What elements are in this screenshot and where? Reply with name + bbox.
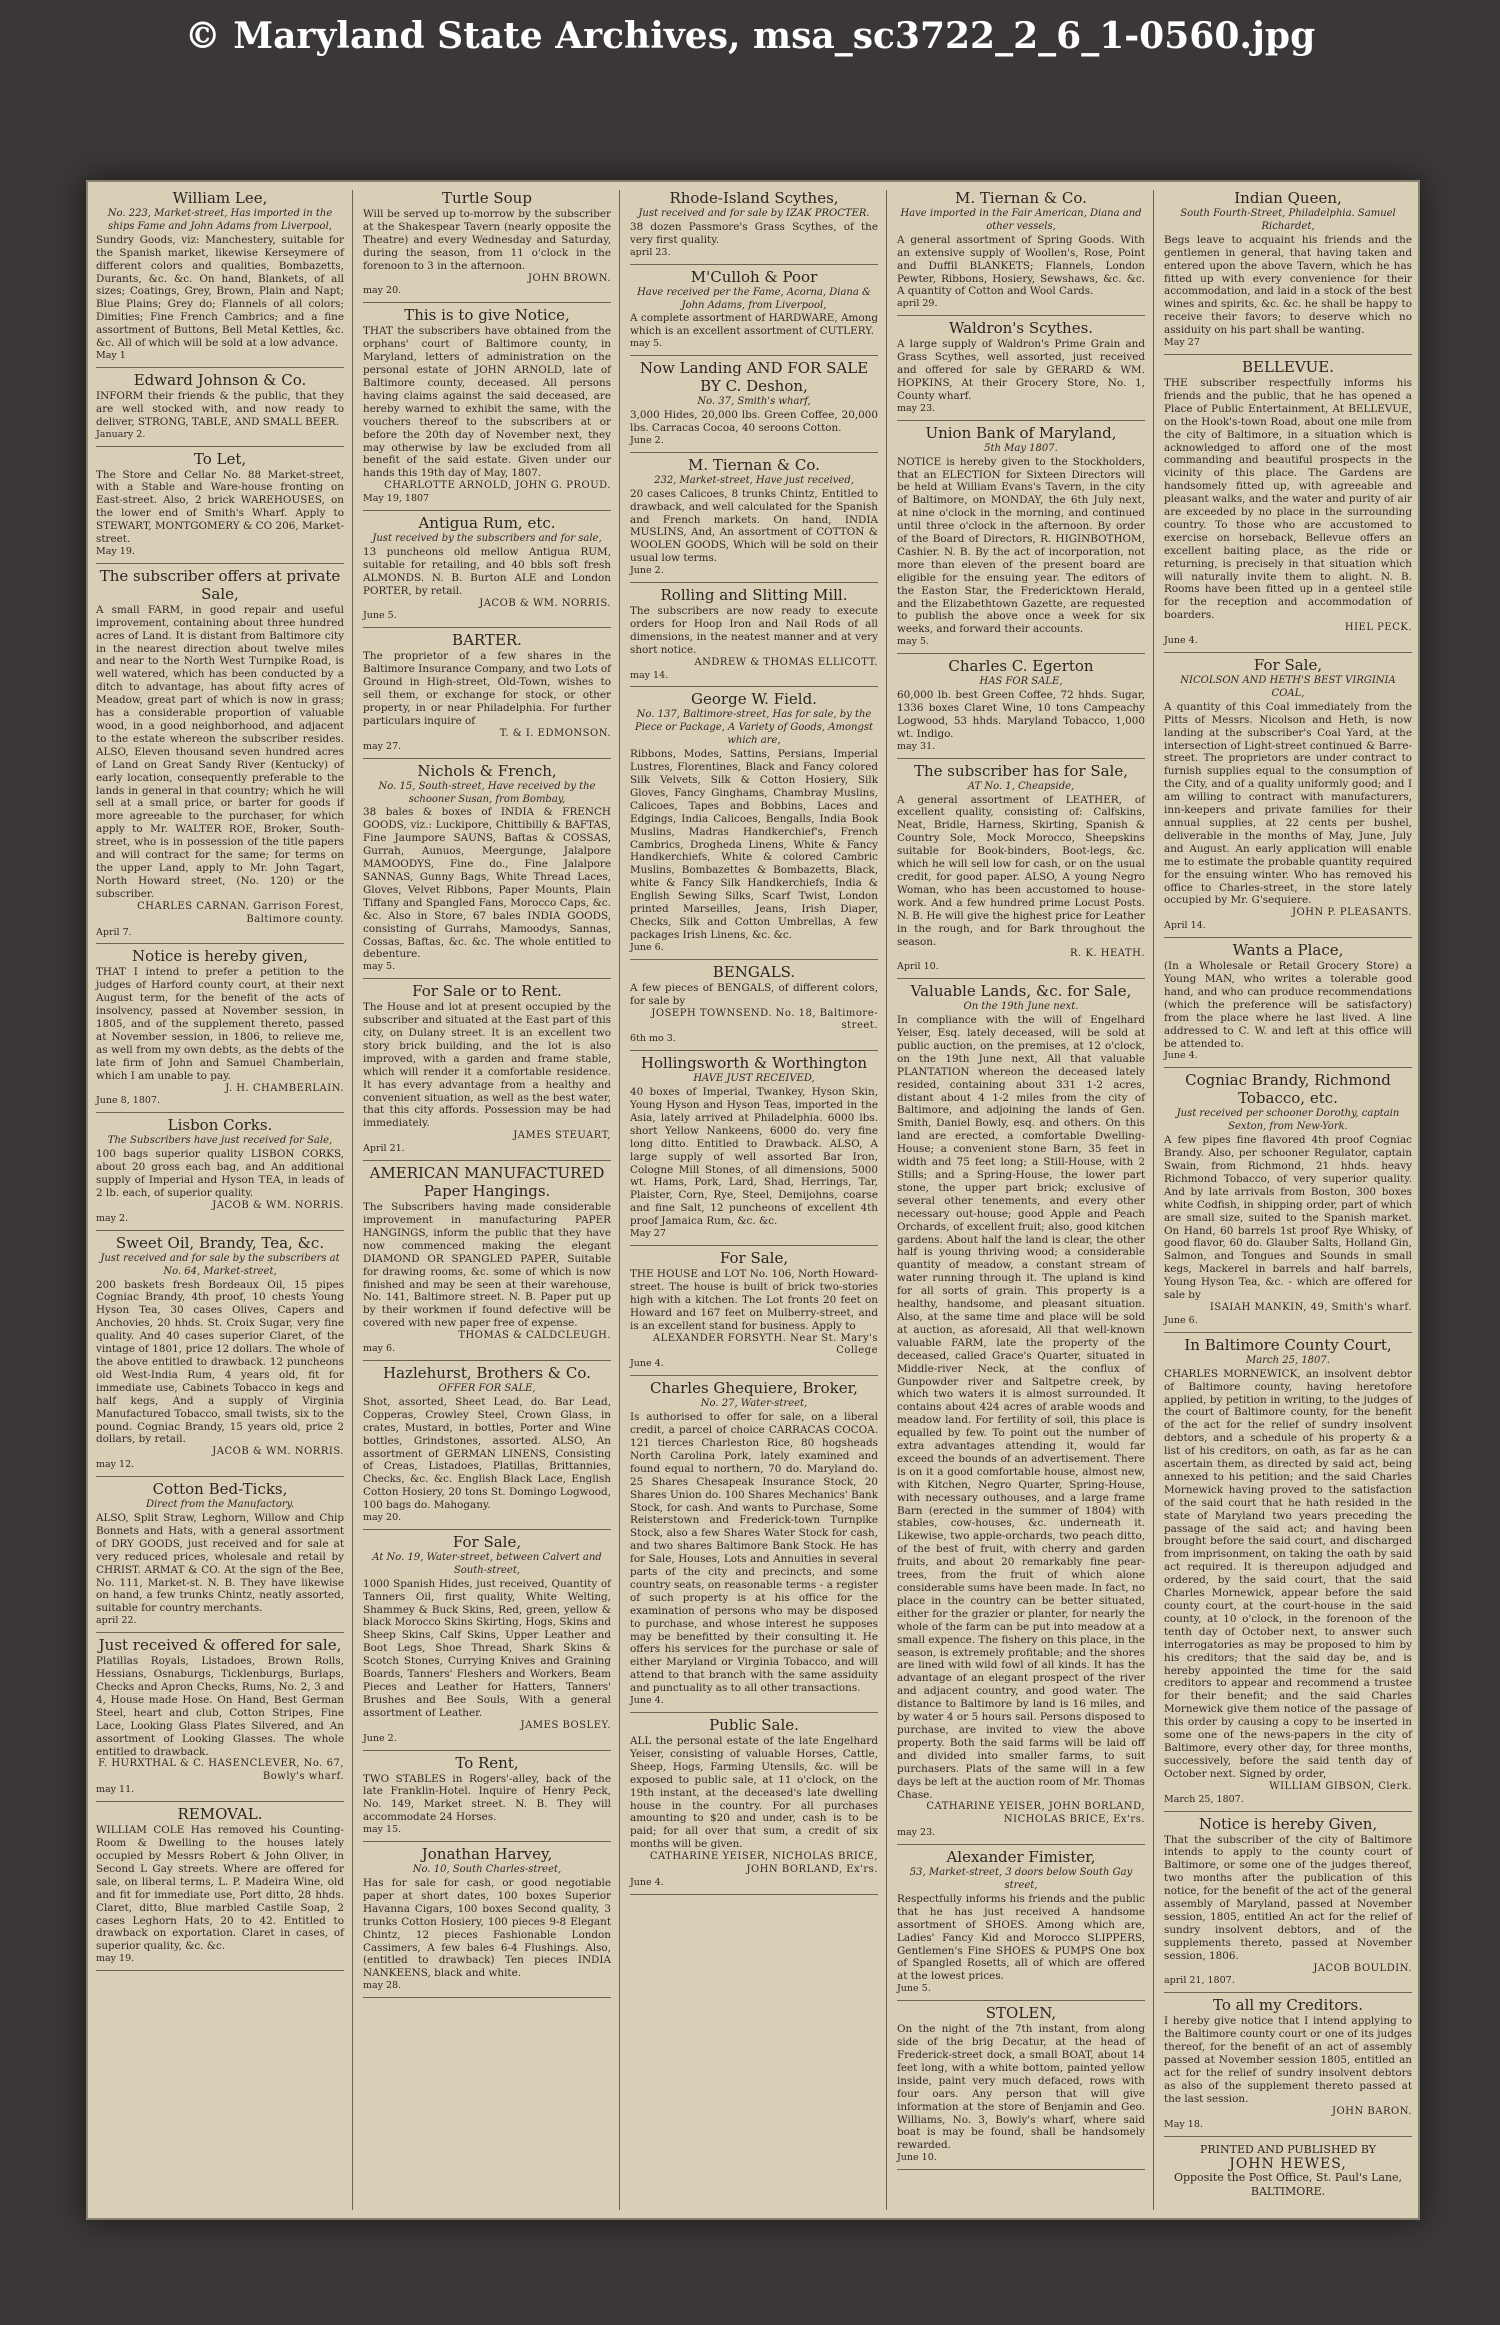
- ad-headline: This is to give Notice,: [404, 306, 570, 325]
- ad-subheading: South Fourth-Street, Philadelphia. Samuel Richardet,: [1180, 208, 1396, 232]
- ad-headline: George W. Field.: [691, 690, 817, 709]
- ad-body-text: 38 dozen Passmore's Grass Scythes, of the very first quality.: [630, 220, 878, 246]
- ad-body-text: 13 puncheons old mellow Antigua RUM, suitable for retailing, and 40 bbls soft fresh ALMONDS. N. B. Burton ALE and London PORTER, by retail.: [363, 545, 611, 597]
- ad-date: may 5.: [897, 636, 930, 648]
- ad-body-text: A quantity of this Coal immediately from the Pitts of Messrs. Nicolson and Heth, is now landing at the subscriber's Coal Yard, at the intersection of Light-street continued & Barre-street. The proprietors are under contract to furnish supplies equal to the consumption of the City, and of a quality uniformly good; and I am willing to contract with manufacturers, inn-keepers and private families for their annual supplies, at 22 cents per bushel, deliverable in the months of May, June, July and August. An early application will enable me to estimate the probable quantity required for the ensuing winter. Who has removed his office to Charles-street, in the store lately occupied by Mr. G'sequiere.: [1164, 700, 1412, 907]
- ad-headline: Sweet Oil, Brandy, Tea, &c.: [115, 1233, 325, 1252]
- ad-headline: Valuable Lands, &c. for Sale,: [910, 982, 1132, 1001]
- ad-body-text: The subscribers are now ready to execute orders for Hoop Iron and Nail Rods of all dimensions, in the neatest manner and at very short notice.: [630, 605, 878, 656]
- ad-date: May 18.: [1164, 2118, 1203, 2130]
- ad-date: June 4.: [630, 1695, 664, 1707]
- ad-headline: Just received & offered for sale,: [98, 1636, 342, 1655]
- ad-date: April 14.: [1164, 920, 1206, 932]
- ad-signature: JOHN P. PLEASANTS.: [1292, 907, 1412, 919]
- ad-date: may 23.: [897, 402, 936, 414]
- ad-body-text: TWO STABLES in Rogers'-alley, back of the late Franklin-Hotel. Inquire of Henry Peck, No. 149, Market street. N. B. They will accommodate 24 Horses.: [363, 1772, 611, 1824]
- advertisement: [630, 356, 878, 453]
- ad-subheading: HAVE JUST RECEIVED,: [693, 1073, 815, 1085]
- ad-date: may 12.: [96, 1459, 135, 1471]
- ad-signature: CATHARINE YEISER, NICHOLAS BRICE, JOHN BORLAND, Ex'rs.: [649, 1851, 878, 1876]
- column-2: [359, 186, 615, 2214]
- ad-headline: Now Landing AND FOR SALE BY C. Deshon,: [639, 359, 869, 396]
- ad-headline: M'Culloh & Poor: [690, 267, 818, 286]
- ad-subheading: March 25, 1807.: [1246, 1354, 1330, 1366]
- ad-body-text: A complete assortment of HARDWARE, Among which is an excellent assortment of CUTLERY.: [630, 312, 878, 338]
- advertisement: [897, 421, 1145, 655]
- advertisement: [630, 687, 878, 959]
- ad-body-text: 40 boxes of Imperial, Twankey, Hyson Skin, Young Hyson and Hyson Teas, imported in the Asia, lately arrived at Philadelphia. 6000 lbs. short Yellow Nankeens, 6000 do. very fine long ditto. Entitled to Drawback. ALSO, A large supply of well assorted Bar Iron, Cologne Mill Stones, of all dimensions, 5000 wt. Hams, Pork, Lard, Shad, Herrings, Tar, Plaister, Corn, Rye, Steel, Demijohns, coarse and fine Salt, 12 puncheons of excellent 4th proof Jamaica Rum, &c. &c.: [630, 1086, 878, 1228]
- column-3: [626, 186, 882, 2214]
- advertisement: [897, 316, 1145, 420]
- ad-subheading: NICOLSON AND HETH'S BEST VIRGINIA COAL,: [1180, 675, 1396, 699]
- ad-body-text: Has for sale for cash, or good negotiable paper at short dates, 100 boxes Superior Havanna Cigars, 100 boxes Second quality, 3 trunks Cotton Hosiery, 100 pieces 9-8 Elegant Chintz, 12 pieces Fashionable London Cassimers, A few bales 6-4 Flushings. Also, (entitled to drawback) Ten pieces INDIA NANKEENS, black and white.: [363, 1876, 611, 1980]
- ad-headline: Notice is hereby given,: [132, 947, 308, 966]
- colophon-line2: Opposite the Post Office, St. Paul's Lane, BALTIMORE.: [1173, 2170, 1403, 2198]
- ad-date: June 4.: [630, 1876, 664, 1888]
- ad-date: May 27: [1164, 337, 1200, 349]
- advertisement: [96, 368, 344, 447]
- ad-date: april 29.: [897, 298, 938, 310]
- ad-headline: BARTER.: [452, 631, 522, 650]
- ad-headline: Rolling and Slitting Mill.: [660, 586, 848, 605]
- ad-headline: Indian Queen,: [1234, 189, 1342, 207]
- ad-date: June 5.: [363, 610, 397, 622]
- ad-date: may 15.: [363, 1824, 402, 1836]
- advertisement: [630, 1713, 878, 1895]
- ad-signature: JACOB & WM. NORRIS.: [212, 1446, 344, 1458]
- ad-signature: WILLIAM GIBSON, Clerk.: [1269, 1780, 1412, 1792]
- advertisement: [96, 1802, 344, 1971]
- advertisement: [363, 1361, 611, 1530]
- ad-subheading: 5th May 1807.: [984, 442, 1058, 454]
- ad-body-text: The Subscribers having made considerable improvement in manufacturing PAPER HANGINGS, inform the public that they have now commenced making the elegant DIAMOND OR SPANGLED PAPER, Suitable for drawing rooms, &c. some of which is now finished and may be seen at their warehouse, No. 141, Baltimore street. N. B. Paper put up by their workmen if found defective will be covered with new paper free of expense.: [363, 1201, 611, 1330]
- advertisement: [363, 979, 611, 1161]
- ad-headline: Lisbon Corks.: [167, 1116, 273, 1135]
- ad-headline: Charles C. Egerton: [948, 657, 1094, 676]
- ad-subheading: AT No. 1, Cheapside,: [967, 780, 1075, 792]
- ad-body-text: A general assortment of LEATHER, of excellent quality, consisting of: Calfskins, Neat, Bridle, Harness, Skirting, Spanish & Country Sole, Mock Morocco, Sheepskins suitable for Book-binders, Boot-legs, &c. which he will sell low for cash, or on the usual credit, for good paper. ALSO, A young Negro Woman, who has been accustomed to house-work. And a few hundred prime Locust Posts. N. B. He will give the highest price for Leather in the rough, and for Bark throughout the season.: [897, 793, 1145, 948]
- advertisement: [1164, 1068, 1412, 1332]
- ad-body-text: 100 bags superior quality LISBON CORKS, about 20 gross each bag, and An additional supply of Imperial and Hyson TEA, in leads of 2 lb. each, of superior quality.: [96, 1148, 344, 1199]
- ad-headline: Turtle Soup: [442, 189, 532, 207]
- ad-date: may 6.: [363, 1343, 396, 1355]
- ad-headline: REMOVAL.: [177, 1805, 263, 1824]
- advertisement: [897, 979, 1145, 1845]
- ad-subheading: OFFER FOR SALE,: [438, 1382, 536, 1394]
- ad-signature: JACOB & WM. NORRIS.: [212, 1199, 344, 1211]
- colophon-printer: JOHN HEWES,: [1229, 2155, 1347, 2172]
- ad-subheading: No. 10, South Charles-street,: [412, 1864, 562, 1876]
- ad-subheading: Just received and for sale by IZAK PROCTER.: [638, 208, 870, 219]
- ad-date: may 19.: [96, 1953, 135, 1965]
- ad-signature: ISAIAH MANKIN, 49, Smith's wharf.: [1209, 1301, 1412, 1313]
- ad-signature: JAMES STEUART,: [513, 1130, 611, 1142]
- ad-date: may 2.: [96, 1212, 129, 1224]
- column-rule: [1153, 190, 1154, 2210]
- ad-headline: Antigua Rum, etc.: [418, 514, 556, 533]
- ad-body-text: 20 cases Calicoes, 8 trunks Chintz, Entitled to drawback, and well calculated for the Spanish and French markets. On hand, INDIA MUSLINS, And, An assortment of COTTON & WOOLEN GOODS, Which will be sold on their usual low terms.: [630, 487, 878, 565]
- ad-body-text: Is authorised to offer for sale, on a liberal credit, a parcel of choice CARRACAS COCOA. 121 tierces Charleston Rice, 80 hogsheads North Carolina Pork, lately examined and found equal to northern, 70 do. Maryland do. 25 Shares Chesapeak Insurance Stock, 20 Shares Union do. 100 Shares Mechanics' Bank Stock, for cash. And wants to Purchase, Some Reisterstown and Frederick-town Turnpike Stock, also a few Shares Water Stock for cash, and two shares Baltimore Bank Stock. He has for Sale, Houses, Lots and Annuities in several parts of the city and precincts, and some country seats, on reasonable terms - a register of such property is at his office for the examination of persons who may be disposed to purchase, and whose interest he supposes may be benefitted by their consulting it. He offers his services for the purchase or sale of either Maryland or Virginia Tobacco, and will attend to that branch with the same assiduity and punctuality as to all other transactions.: [630, 1411, 878, 1695]
- ad-body-text: NOTICE is hereby given to the Stockholders, that an ELECTION for Sixteen Directors will be held at William Evans's Tavern, in the city of Baltimore, on MONDAY, the 6th July next, at nine o'clock in the morning, and continued until three o'clock in the afternoon. By order of the Board of Directors, R. HIGINBOTHOM, Cashier. N. B. By the act of incorporation, not more than eleven of the present board are eligible for the ensuing year. The editors of the Easton Star, the Fredericktown Herald, and the Elizabethtown Gazette, are requested to publish the above once a week for six weeks, and forward their accounts.: [897, 455, 1145, 636]
- ad-body-text: On the night of the 7th instant, from along side of the brig Decatur, at the head of Frederick-street dock, a small BOAT, about 14 feet long, with a white bottom, painted yellow inside, paint very much defaced, rows with four oars. Any person that will give information at the store of Benjamin and Geo. Williams, No. 3, Bowly's wharf, where said boat is may be found, shall be handsomely rewarded.: [897, 2023, 1145, 2152]
- ad-subheading: Have imported in the Fair American, Diana and other vessels,: [900, 208, 1142, 232]
- ad-date: June 4.: [1164, 1050, 1198, 1062]
- ad-body-text: A small FARM, in good repair and useful improvement, containing about three hundred acres of Land. It is distant from Baltimore city in the nearest direction about twelve miles and near to the North West Turnpike Road, is well watered, which has been conducted by a ditch to advantage, has about fifty acres of Meadow, great part of which is now in grass; has a considerable proportion of valuable wood, in a good neighborhood, and adjacent to the estate whereon the subscriber resides. ALSO, Eleven thousand seven hundred acres of Land on Great Sandy River (Kentucky) of early location, consequently preferable to the lands in general in that country; which he will sell at a small price, or barter for goods if more agreeable to the purchaser, for which apply to Mr. WALTER ROE, Broker, South-street, who is in possession of the title papers and will contract for the same; for terms on the upper Land, apply to Mr. John Tagart, North Howard street, (No. 120) or the subscriber.: [96, 603, 344, 900]
- advertisement: [96, 186, 344, 368]
- advertisement: [363, 303, 611, 511]
- advertisement: [96, 564, 344, 945]
- ad-headline: BENGALS.: [712, 962, 796, 981]
- advertisement: [1164, 1812, 1412, 1994]
- ad-body-text: ALSO, Split Straw, Leghorn, Willow and Chip Bonnets and Hats, with a general assortment of DRY GOODS, just received and for sale at very reduced prices, wholesale and retail by CHRIST. ARMAT & CO. At the sign of the Bee, No. 111, Market-st. N. B. They have likewise on hand, a few trunks Chintz, neatly assorted, suitable for country merchants.: [96, 1512, 344, 1615]
- advertisement: [630, 265, 878, 357]
- ad-signature: JACOB & WM. NORRIS.: [479, 597, 611, 609]
- ad-headline: To Let,: [193, 449, 247, 468]
- ad-headline: M. Tiernan & Co.: [688, 455, 820, 474]
- ad-headline: Notice is hereby Given,: [1198, 1814, 1378, 1833]
- advertisement: [363, 759, 611, 980]
- ad-signature: R. K. HEATH.: [1070, 948, 1145, 960]
- advertisement: [630, 583, 878, 687]
- ad-signature: ANDREW & THOMAS ELLICOTT.: [694, 656, 878, 668]
- advertisement: [363, 511, 611, 628]
- ad-body-text: INFORM their friends & the public, that they are well stocked with, and now ready to deliver, STRONG, TABLE, AND SMALL BEER.: [96, 389, 344, 428]
- advertisement: [1164, 938, 1412, 1068]
- ad-body-text: Respectfully informs his friends and the public that he has just received A handsome assortment of SHOES. Among which are, Ladies' Fancy Kid and Morocco SLIPPERS, Gentlemen's Fine SHOES & PUMPS One box of Spangled Rosetts, all of which are offered at the lowest prices.: [897, 1892, 1145, 1983]
- advertisement: [363, 1530, 611, 1751]
- ad-headline: To Rent,: [455, 1753, 519, 1772]
- advertisement: [897, 1845, 1145, 2001]
- printer-colophon: [1164, 2143, 1412, 2199]
- ad-date: april 23.: [630, 246, 671, 258]
- ad-subheading: No. 137, Baltimore-street, Has for sale, by the Piece or Package, A Variety of Goods, Amongst which are,: [634, 709, 873, 747]
- advertisement: [1164, 1993, 1412, 2136]
- column-rule: [619, 190, 620, 2210]
- ad-headline: Cogniac Brandy, Richmond Tobacco, etc.: [1185, 1071, 1391, 1108]
- ad-body-text: I hereby give notice that I intend applying to the Baltimore county court or one of its judges thereof, for the benefit of an act of assembly passed at November session 1805, entitled an act for the relief of sundry insolvent debtors as also of the supplement thereto passed at the last session.: [1164, 2015, 1412, 2105]
- ad-subheading: No. 223, Market-street, Has imported in the ships Fame and John Adams from Liverpool,: [107, 208, 333, 232]
- advertisement: [96, 944, 344, 1113]
- ad-date: April 21.: [363, 1143, 405, 1155]
- ad-date: may 20.: [363, 1512, 402, 1524]
- ad-body-text: That the subscriber of the city of Baltimore intends to apply to the county court of Baltimore, or some one of the judges thereof, two months after the publication of this notice, for the benefit of the act of the general assembly of Maryland, passed at November session, 1805, entitled An act for the relief of sundry insolvent debtors, and of the supplements thereto, passed at November session, 1806.: [1164, 1833, 1412, 1962]
- ad-headline: BELLEVUE.: [1241, 357, 1335, 376]
- ad-headline: For Sale,: [719, 1249, 789, 1267]
- ad-headline: In Baltimore County Court,: [1184, 1335, 1392, 1354]
- ad-headline: STOLEN,: [985, 2004, 1057, 2023]
- ad-headline: Charles Ghequiere, Broker,: [650, 1379, 858, 1398]
- ad-body-text: 1000 Spanish Hides, just received, Quantity of Tanners Oil, first quality, White Welting, Shammey & Buck Skins, Red, green, yellow & black Morocco Skins Skirting, Hogs, Skins and Sheep Skins, Calf Skins, Upper Leather and Boot Legs, Shoe Thread, Shark Skins & Scotch Stones, Currying Knives and Graining Boards, Tanners' Fleshers and Workers, Beam Pieces and Leather for Hatters, Tanners' Brushes and Bee Souls, With a general assortment of Leather.: [363, 1577, 611, 1719]
- advertisement: [630, 1376, 878, 1713]
- ad-subheading: 232, Market-street, Have just received,: [654, 474, 854, 486]
- ad-date: may 23.: [897, 1827, 936, 1839]
- ad-signature: THOMAS & CALDCLEUGH.: [458, 1330, 611, 1342]
- column-4: [893, 186, 1149, 2214]
- ad-body-text: A general assortment of Spring Goods. With an extensive supply of Woollen's, Rose, Point and Duffil BLANKETS; Flannels, London Pewter, Ribbons, Hosiery, Sewshaws, &c. &c. A quantity of Cotton and Wool Cards.: [897, 233, 1145, 298]
- ad-headline: Edward Johnson & Co.: [133, 370, 307, 389]
- ad-subheading: Direct from the Manufactory.: [145, 1499, 295, 1511]
- ad-subheading: No. 37, Smith's wharf,: [697, 396, 811, 408]
- ad-date: april 21, 1807.: [1164, 1975, 1235, 1987]
- advertisement: [630, 453, 878, 583]
- ad-body-text: (In a Wholesale or Retail Grocery Store) a Young MAN, who writes a tolerable good hand, and who can produce recommendations (which the preference will be satisfactory) from the place where he last lived. A line addressed to C. W. and left at this office will be attended to.: [1164, 960, 1412, 1050]
- ad-subheading: At No. 19, Water-street, between Calvert and South-street,: [372, 1551, 602, 1576]
- watermark-banner: © Maryland State Archives, msa_sc3722_2_6_1-0560.jpg: [184, 15, 1316, 57]
- newspaper-page: [86, 180, 1420, 2220]
- ad-date: April 7.: [96, 926, 132, 938]
- ad-subheading: No. 15, South-street, Have received by the schooner Susan, from Bombay,: [378, 780, 596, 805]
- advertisement: [630, 186, 878, 265]
- column-1: [92, 186, 348, 2214]
- advertisement: [1164, 355, 1412, 653]
- ad-subheading: Have received per the Fame, Acorna, Diana & John Adams, from Liverpool,: [637, 286, 871, 311]
- ad-headline: Alexander Fimister,: [946, 1848, 1096, 1867]
- ad-signature: CHARLOTTE ARNOLD, JOHN G. PROUD.: [384, 480, 611, 492]
- ad-body-text: The Store and Cellar No. 88 Market-street, with a Stable and Ware-house fronting on East-street. Also, 2 brick WAREHOUSES, on the lower end of Smith's Wharf. Apply to STEWART, MONTGOMERY & CO 206, Market-street.: [96, 468, 344, 546]
- ad-body-text: THAT I intend to prefer a petition to the judges of Harford county court, at their next August term, for the benefit of the acts of insolvency, passed at November session, in 1805, and of the supplement thereto, passed at November session, in 1806, to relieve me, as well from my own debts, as the debts of the late firm of John and Samuel Chamberlain, which I am unable to pay.: [96, 966, 344, 1082]
- advertisement: [630, 960, 878, 1052]
- ad-body-text: A few pieces of BENGALS, of different colors, for sale by: [630, 981, 878, 1007]
- column-5: [1160, 186, 1416, 2214]
- ad-body-text: A few pipes fine flavored 4th proof Cogniac Brandy. Also, per schooner Regulator, captain Swain, from Richmond, 21 hhds. heavy Richmond Tobacco, of very superior quality. And by late arrivals from Boston, 300 boxes white Codfish, in shipping order, part of which are small size, suited to the Spanish market. On Hand, 60 barrels 1st proof Rye Whisky, of good flavor, 60 do. Glauber Salts, Holland Gin, Salmon, and Tongues and Sounds in small kegs, Mackerel in barrels and half barrels, Young Hyson Tea, &c. - which are offered for sale by: [1164, 1134, 1412, 1302]
- ad-signature: JOHN BARON.: [1332, 2105, 1412, 2117]
- ad-body-text: 3,000 Hides, 20,000 lbs. Green Coffee, 20,000 lbs. Carracas Cocoa, 40 seroons Cotton.: [630, 409, 878, 434]
- ad-subheading: No. 27, Water-street,: [700, 1398, 808, 1410]
- ad-date: may 20.: [363, 285, 402, 297]
- advertisement: [897, 2001, 1145, 2170]
- advertisement: [96, 1231, 344, 1477]
- advertisement: [363, 1842, 611, 1998]
- ad-date: may 31.: [897, 740, 936, 752]
- advertisement: [897, 759, 1145, 980]
- ad-signature: JOSEPH TOWNSEND. No. 18, Baltimore-street.: [651, 1007, 878, 1032]
- ad-body-text: WILLIAM COLE Has removed his Counting-Room & Dwelling to the houses lately occupied by Messrs Robert & John Oliver, in Second L Gay streets. Where are offered for sale, on liberal terms, L. P. Madeira Wine, old and fit for immediate use, Port ditto, 28 hhds. Claret, ditto, Blue marbled Castile Soap, 2 cases Leghorn Hats, 20 to 42. Entitled to drawback on exportation. Claret in cases, of superior quality, &c. &c.: [96, 1824, 344, 1953]
- ad-date: may 5.: [363, 961, 396, 973]
- advertisement: [96, 1477, 344, 1633]
- ad-headline: The subscriber offers at private Sale,: [99, 566, 341, 603]
- ad-signature: JAMES BOSLEY.: [520, 1719, 611, 1731]
- advertisement: [1164, 1333, 1412, 1812]
- ad-body-text: 60,000 lb. best Green Coffee, 72 hhds. Sugar, 1336 boxes Claret Wine, 10 tons Campeachy Logwood, 53 hhds. Maryland Tobacco, 1,000 wt. Indigo.: [897, 689, 1145, 740]
- ad-date: January 2.: [96, 428, 146, 440]
- ad-date: may 14.: [630, 669, 669, 681]
- ad-body-text: ALL the personal estate of the late Engelhard Yeiser, consisting of valuable Horses, Cattle, Sheep, Hogs, Farming Utensils, &c. will be exposed to public sale, at 11 o'clock, on the 19th instant, at the deceased's late dwelling house in the country. For all purchases amounting to $20 and under, cash is to be paid; for all over that sum, a credit of six months will be given.: [630, 1735, 878, 1851]
- ad-headline: The subscriber has for Sale,: [913, 761, 1128, 780]
- ad-headline: AMERICAN MANUFACTURED Paper Hangings.: [369, 1164, 605, 1201]
- ad-body-text: Platillas Royals, Listadoes, Brown Rolls, Hessians, Osnaburgs, Ticklenburgs, Burlaps, Checks and Apron Checks, Rums, No. 2, 3 and 4, House made Hose. On Hand, Best German Steel, heart and club, Cotton Stripes, Fine Lace, Looking Glass Plates Silvered, and An assortment of Looking Glasses. The whole entitled to drawback.: [96, 1655, 344, 1758]
- ad-signature: F. HURXTHAL & C. HASENCLEVER, No. 67, Bowly's wharf.: [98, 1758, 344, 1783]
- advertisement: [897, 654, 1145, 758]
- ad-body-text: THAT the subscribers have obtained from the orphans' court of Baltimore county, in Maryland, letters of administration on the personal estate of JOHN ARNOLD, late of Baltimore county, deceased. All persons having claims against the said deceased, are hereby warned to exhibit the same, with the vouchers thereof to the subscribers at or before the 20th day of November next, they may otherwise by law be excluded from all benefit of the said estate. Given under our hands this 19th day of May, 1807.: [363, 325, 611, 480]
- advertisement: [363, 186, 611, 303]
- ad-body-text: 200 baskets fresh Bordeaux Oil, 15 pipes Cogniac Brandy, 4th proof, 10 chests Young Hyson Tea, 30 cases Olives, Capers and Anchovies, 20 hhds. St. Croix Sugar, very fine quality. And 40 cases superior Claret, of the vintage of 1801, price 12 dollars. The whole of the above entitled to drawback. 12 puncheons old West-India Rum, 4 years old, fit for immediate use, Cabinets Tobacco in kegs and half kegs, And a supply of Virginia Manufactured Tobacco, small twists, six to the pound. Cogniac Brandy, 15 years old, price 2 dollars, by retail.: [96, 1278, 344, 1446]
- advertisement: [96, 1113, 344, 1230]
- ad-date: may 28.: [363, 1980, 402, 1992]
- ad-headline: Public Sale.: [709, 1716, 799, 1734]
- ad-date: June 4.: [630, 1358, 664, 1370]
- ad-signature: J. H. CHAMBERLAIN.: [225, 1082, 344, 1094]
- ad-body-text: Ribbons, Modes, Sattins, Persians, Imperial Lustres, Florentines, Black and Fancy colored Silk Velvets, Silk & Cotton Hosiery, Silk Gloves, Fancy Ginghams, Chambray Muslins, Calicoes, Tapes and Bobbins, Laces and Edgings, India Calicoes, Bengalls, India Book Muslins, Madras Handkerchief's, French Cambrics, Drogheda Linens, White & Fancy Handkerchiefs, White & colored Cambric Muslins, Bombazettes & Bombazetts, Black, white & Fancy Silk Handkerchiefs, India & English Sewing Silks, Scarf Twist, London printed Marseilles, Jeans, Irish Diaper, Checks, Silk and Cotton Umbrellas, A few packages Irish Linens, &c. &c.: [630, 748, 878, 941]
- ad-date: June 2.: [363, 1732, 397, 1744]
- ad-subheading: HAS FOR SALE,: [979, 676, 1063, 688]
- ad-headline: M. Tiernan & Co.: [955, 189, 1087, 207]
- ad-subheading: Just received by the subscribers and for sale,: [372, 533, 602, 545]
- colophon-line1: PRINTED AND PUBLISHED BY: [1199, 2142, 1377, 2156]
- advertisement: [363, 628, 611, 758]
- ad-headline: Rhode-Island Scythes,: [669, 189, 839, 207]
- advertisement: [630, 1246, 878, 1376]
- ad-headline: For Sale,: [452, 1532, 522, 1551]
- ad-signature: JOHN BROWN.: [528, 272, 611, 284]
- ad-signature: T. & I. EDMONSON.: [499, 727, 611, 739]
- column-rule: [352, 190, 353, 2210]
- ad-signature: JACOB BOULDIN.: [1313, 1962, 1412, 1974]
- ad-date: June 2.: [630, 434, 664, 446]
- ad-date: may 11.: [96, 1784, 135, 1796]
- ad-body-text: 38 bales & boxes of INDIA & FRENCH GOODS, viz.: Luckipore, Chittibilly & BAFTAS, Fine Jaumpore SAUNS, Baftas & COSSAS, Gurrah, Aunuos, Meergunge, Jalalpore MAMOODYS, Fine do., Fine Jalalpore SANNAS, Gunny Bags, White Thread Laces, Gloves, Velvet Ribbons, Paper Mounts, Plain Tiffany and Spangled Fans, Morocco Caps, &c. &c. Also in Store, 67 bales INDIA GOODS, consisting of Gurrahs, Mamoodys, Sannas, Cossas, Baftas, &c. &c. The whole entitled to debenture.: [363, 806, 611, 961]
- ad-headline: William Lee,: [172, 189, 268, 207]
- ad-date: June 5.: [897, 1983, 931, 1995]
- ad-headline: Cotton Bed-Ticks,: [152, 1480, 288, 1499]
- ad-body-text: The House and lot at present occupied by the subscriber and situated at the East part of this city, on Dulany street. It is an excellent two story brick building, and the lot is also improved, with a garden and frame stable, which will render it a comfortable residence. It has every advantage from a healthy and convenient situation, as well as the best water, that this city affords. Possession may be had immediately.: [363, 1001, 611, 1130]
- ad-subheading: The Subscribers have just received for Sale,: [107, 1135, 333, 1147]
- ad-body-text: A large supply of Waldron's Prime Grain and Grass Scythes, well assorted, just received and offered for sale by GERARD & WM. HOPKINS, At their Grocery Store, No. 1, County wharf.: [897, 338, 1145, 402]
- ad-body-text: Will be served up to-morrow by the subscriber at the Shakespear Tavern (nearly opposite the Theatre) and every Wednesday and Saturday, during the season, from 11 o'clock in the forenoon to 3 in the afternoon.: [363, 208, 611, 272]
- ad-date: May 19, 1807: [363, 493, 430, 505]
- advertisement: [1164, 186, 1412, 355]
- ad-headline: Hollingsworth & Worthington: [640, 1054, 868, 1073]
- ad-body-text: Shot, assorted, Sheet Lead, do. Bar Lead, Copperas, Crowley Steel, Crown Glass, in crates, Mustard, in bottles, Porter and Wine bottles, Grindstones, assorted. ALSO, An assortment of GERMAN LINENS, Consisting of Creas, Listadoes, Platillas, Brittannies, Checks, &c. &c. English Black Lace, English Cotton Hosiery, 20 tons St. Domingo Logwood, 100 bags do. Mahogany.: [363, 1395, 611, 1512]
- ad-signature: CATHARINE YEISER, JOHN BORLAND, NICHOLAS BRICE, Ex'rs.: [926, 1801, 1145, 1826]
- ad-date: June 6.: [1164, 1314, 1198, 1326]
- ad-subheading: On the 19th June next.: [963, 1001, 1079, 1013]
- ad-signature: HIEL PECK.: [1344, 622, 1412, 634]
- advertisement: [363, 1161, 611, 1361]
- ad-headline: For Sale,: [1253, 656, 1323, 674]
- ad-signature: CHARLES CARNAN. Garrison Forest, Baltimore county.: [137, 900, 344, 925]
- ad-date: May 1: [96, 349, 126, 361]
- advertisement: [363, 1751, 611, 1843]
- ad-body-text: CHARLES MORNEWICK, an insolvent debtor of Baltimore county, having heretofore applied, by petition in writing, to the judges of the court of Baltimore county, for the benefit of the act for the relief of sundry insolvent debtors, and a schedule of his property & a list of his creditors, on oath, as far as he can ascertain them, as directed by said act, being annexed to his petition; and the said Charles Mornewick having proved to the satisfaction of the said court that he hath resided in the state of Maryland two years preceding the passage of the said act; and having been brought before the said court, and discharged from imprisonment, on taking the oath by said act required. It is thereupon adjudged and ordered, by the said court, that the said Charles Mornewick, appear before the said county court, at the court-house in the said county, at 10 o'clock, in the forenoon of the tenth day of October next, to answer such interrogatories as may be proposed to him by his creditors; that the said day be, and is hereby appointed the time for the said creditors to appear and recommend a trustee for their benefit; and the said Charles Mornewick give them notice of the passage of this order by causing a copy to be inserted in some one of the news-papers in the city of Baltimore, every other day, for three months, successively, before the said tenth day of October next. Signed by order,: [1164, 1367, 1412, 1780]
- ad-date: June 6.: [630, 941, 664, 953]
- advertisement: [897, 186, 1145, 316]
- ad-headline: Waldron's Scythes.: [948, 319, 1094, 338]
- ad-subheading: Just received and for sale by the subscribers at No. 64, Market-street,: [100, 1252, 340, 1277]
- ad-date: June 2.: [630, 565, 664, 577]
- ad-headline: Union Bank of Maryland,: [925, 423, 1117, 442]
- ad-date: May 27: [630, 1228, 666, 1240]
- ad-signature: ALEXANDER FORSYTH. Near St. Mary's College: [652, 1332, 878, 1357]
- ad-body-text: Begs leave to acquaint his friends and the gentlemen in general, that having taken and entered upon the above Tavern, which he has fitted up with every convenience for their accommodation, and laid in a stock of the best wines and spirits, &c. &c. he shall be happy to receive their favors; to deserve which no assiduity on his part shall be wanting.: [1164, 233, 1412, 337]
- ad-headline: Wants a Place,: [1232, 941, 1344, 960]
- advertisement: [1164, 653, 1412, 938]
- ad-date: may 5.: [630, 338, 663, 350]
- ad-headline: Jonathan Harvey,: [421, 1845, 553, 1864]
- ad-body-text: THE subscriber respectfully informs his friends and the public, that he has opened a Place of Public Entertainment, At BELLEVUE, on the Hook's-town Road, about one mile from the city of Baltimore, in a situation which is acknowledged to afford one of the most commanding and beautiful prospects in the vicinity of this place. The Gardens are handsomely fitted up, with agreeable and pleasant walks, and the water and purity of air are exceeded by no place in the surrounding country. To those who are accustomed to exercise on horseback, Bellevue offers an excellent baiting place, as the ride or returning, is precisely in that situation which will naturally invite them to alight. N. B. Rooms have been fitted up in a genteel stile for the reception and accommodation of boarders.: [1164, 376, 1412, 622]
- ad-headline: To all my Creditors.: [1212, 1996, 1364, 2015]
- ad-headline: For Sale or to Rent.: [412, 982, 562, 1001]
- advertisement: [630, 1051, 878, 1246]
- ad-subheading: Just received per schooner Dorothy, captain Sexton, from New-York.: [1176, 1108, 1400, 1133]
- ad-headline: Nichols & French,: [417, 761, 557, 780]
- ad-body-text: The proprietor of a few shares in the Baltimore Insurance Company, and two Lots of Ground in High-street, Old-Town, wishes to sell them, or exchange for stock, or other property, in or near Philadelphia. For further particulars inquire of: [363, 650, 611, 727]
- ad-date: May 19.: [96, 545, 135, 557]
- advertisement: [96, 1633, 344, 1802]
- ad-date: april 22.: [96, 1615, 137, 1627]
- ad-date: may 27.: [363, 740, 402, 752]
- ad-body-text: THE HOUSE and LOT No. 106, North Howard-street. The house is built of brick two-stories high with a kitchen. The Lot fronts 20 feet on Howard and 167 feet on Mulberry-street, and is an excellent stand for business. Apply to: [630, 1268, 878, 1332]
- ad-subheading: 53, Market-street, 3 doors below South Gay street,: [909, 1867, 1133, 1892]
- advertisement: [96, 447, 344, 564]
- ad-date: June 10.: [897, 2152, 937, 2164]
- ad-headline: Hazlehurst, Brothers & Co.: [383, 1363, 591, 1382]
- ad-date: April 10.: [897, 961, 939, 973]
- ad-date: June 4.: [1164, 635, 1198, 647]
- ad-date: 6th mo 3.: [630, 1033, 676, 1045]
- ad-date: March 25, 1807.: [1164, 1793, 1244, 1805]
- ad-body-text: Sundry Goods, viz: Manchestery, suitable for the Spanish market, likewise Kerseymere of different colors and qualities, Bombazetts, Durants, &c. &c. On hand, Blankets, of all sizes; Coatings, Grey, Brown, Plain and Napt; Blue Plains; Grey do; Flannels of all colors; Dimities; Fine French Cambrics; and a fine assortment of Buttons, Bell Metal Kettles, &c. &c. All of which will be sold at a low advance.: [96, 233, 344, 350]
- ad-date: June 8, 1807.: [96, 1095, 160, 1107]
- column-rule: [886, 190, 887, 2210]
- ad-body-text: In compliance with the will of Engelhard Yeiser, Esq. lately deceased, will be sold at public auction, on the premises, at 12 o'clock, on the 19th June next, All that valuable PLANTATION whereon the deceased lately resided, containing about 331 1-2 acres, distant about 4 1-2 miles from the city of Baltimore, and adjoining the lands of Gen. Smith, Daniel Bowly, esq. and others. On this land are erected, a comfortable Dwelling-House; a convenient stone Barn, 35 feet in width and 75 feet long; a Still-House, with 2 Stills; and a Spring-House, the lower part stone, the upper part brick; exclusive of several other tenements, and every other necessary out-house; good Apple and Peach Orchards, of excellent fruit; also, good kitchen gardens. About half the land is clear, the other half is young thriving wood; a considerable quantity of meadow, a constant stream of water running through it. The upland is kind for all sorts of grain. This property is a healthy, handsome, and pleasant situation. Also, at the same time and place will be sold at auction, as aforesaid, All that well-known valuable FARM, late the property of the deceased, called Grace's Quarter, situated in Middle-river Neck, at the conflux of Gunpowder river and Saltpetre creek, by which two waters it is almost surrounded. It contains about 424 acres of arable woods and meadow land. For fertility of soil, this place is equalled by few. To point out the number of extra advantages attending it, would far exceed the bounds of an advertisement. There is on it a good comfortable house, almost new, with Kitchen, Negro Quarter, Spring-House, with necessary outhouses, and a large frame Barn (erected in the summer of 1804) with stables, cow-houses, &c. underneath it. Likewise, two apple-orchards, two peach ditto, of the best of fruit, with cherry and garden fruits, and about 20 remarkably fine pear-trees, from the fruit of which alone considerable sums have been made. In fact, no place in the country can be better situated, either for the grazier or planter, for nearly the whole of the farm can be put into meadow at a small expence. The fishery on this place, in the season, is extremely profitable; and the shores are lined with wild fowl of all kinds. It has the advantage of an elegant prospect of the river and adjacent country, and good water. The distance to Baltimore by land is 16 miles, and by water 4 or 5 hours sail. Persons disposed to purchase, are invited to view the above property. Both the said farms will be laid off and divided into smaller farms, to suit purchasers. Plats of the same will in a few days be left at the auction room of Mr. Thomas Chase.: [897, 1014, 1145, 1801]
